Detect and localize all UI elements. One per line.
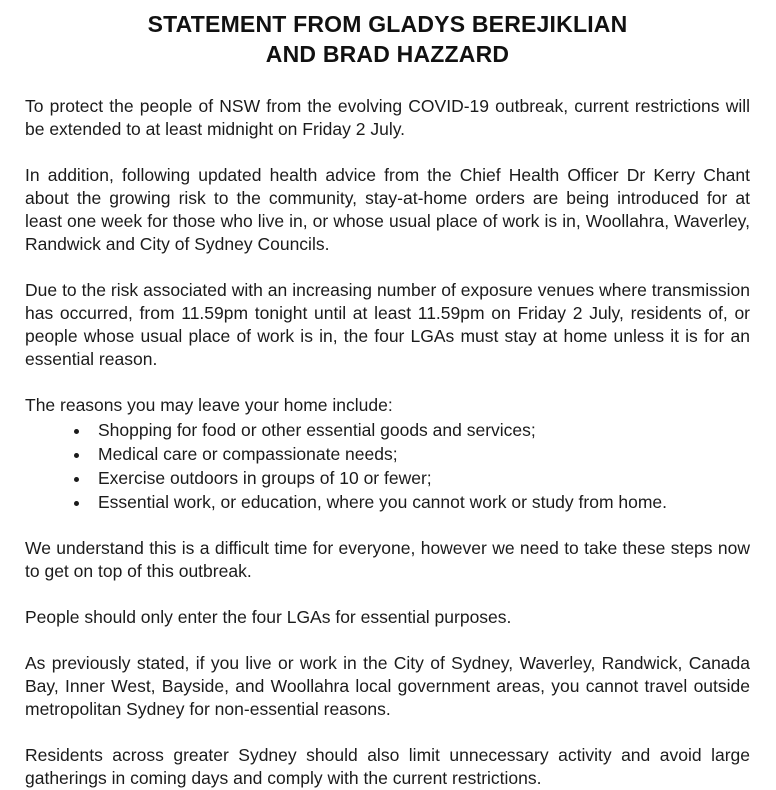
reason-item-shopping: • Shopping for food or other essential goods and services;	[91, 418, 750, 442]
paragraph-enter-lgas: People should only enter the four LGAs for essential purposes.	[25, 607, 512, 627]
document-title	[25, 9, 750, 69]
reason-item-essential-work: • Essential work, or education, where you cannot work or study from home.	[91, 490, 750, 514]
paragraph-greater-sydney: Residents across greater Sydney should also limit unnecessary activity and avoid large gatherings in coming days and comply with the current restrictions.	[25, 745, 750, 788]
paragraph-stay-at-home-orders: In addition, following updated health advice from the Chief Health Officer Dr Kerry Chant about the growing risk to the community, stay-at-home orders are being introduced for at least one week for those who live in, or whose usual place of work is in, Woollahra, Waverley, Randwick and City of Sydney Councils.	[25, 165, 750, 254]
reason-item-medical: • Medical care or compassionate needs;	[91, 442, 750, 466]
reasons-list	[25, 418, 750, 514]
document-title-line2: AND BRAD HAZZARD	[265, 41, 510, 67]
paragraph-travel-restriction: As previously stated, if you live or work in the City of Sydney, Waverley, Randwick, Canada Bay, Inner West, Bayside, and Woollahra local government areas, you cannot travel outside metropolitan Sydney for non-essential reasons.	[25, 653, 750, 719]
reasons-list-intro: The reasons you may leave your home include:	[25, 395, 393, 415]
paragraph-restrictions-extended: To protect the people of NSW from the evolving COVID-19 outbreak, current restrictions will be extended to at least midnight on Friday 2 July.	[25, 96, 750, 139]
paragraph-difficult-time: We understand this is a difficult time for everyone, however we need to take these steps now to get on top of this outbreak.	[25, 538, 750, 581]
reason-item-exercise: • Exercise outdoors in groups of 10 or fewer;	[91, 466, 750, 490]
paragraph-exposure-venues: Due to the risk associated with an increasing number of exposure venues where transmission has occurred, from 11.59pm tonight until at least 11.59pm on Friday 2 July, residents of, or people whose usual place of work is in, the four LGAs must stay at home unless it is for an essential reason.	[25, 280, 750, 369]
document-title-line1: STATEMENT FROM GLADYS BEREJIKLIAN	[147, 11, 628, 37]
